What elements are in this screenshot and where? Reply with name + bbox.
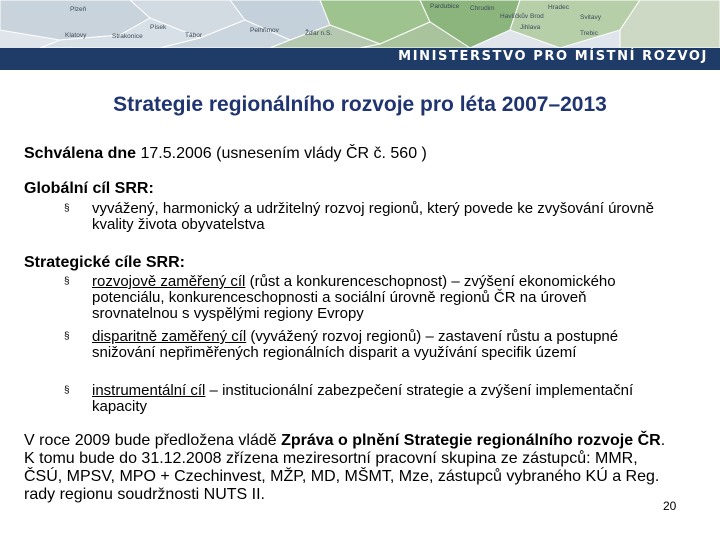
report-paragraph: [24, 432, 674, 504]
map-label: Písek: [150, 24, 167, 31]
goal-description: (růst a konkurenceschopnost) – zvýšení ekonomického potenciálu, konkurenceschopnosti a sociální úrovně regionů ČR na úroveň srovnatelnou s vyspělými regiony Evropy: [92, 273, 616, 322]
bullet-marker: §: [64, 203, 70, 214]
strategic-goal-text: [92, 329, 654, 361]
bullet-marker: §: [64, 331, 70, 342]
map-label: Trebic: [580, 30, 598, 37]
goal-term: disparitně zaměřený cíl: [92, 328, 247, 345]
strategic-goal-text: [92, 274, 654, 322]
strategic-goal-text: [92, 383, 654, 415]
goal-term: rozvojově zaměřený cíl: [92, 273, 246, 290]
map-label: Plzeň: [70, 6, 87, 13]
map-label: Svitavy: [580, 14, 601, 21]
approval-line: [24, 145, 427, 163]
map-label: Chrudim: [470, 5, 495, 12]
goal-term: instrumentální cíl: [92, 382, 206, 399]
map-label: Jihlava: [520, 24, 541, 31]
global-goal-bullet: [64, 201, 654, 237]
map-label: Pardubice: [430, 3, 460, 10]
map-label: Strakonice: [112, 33, 143, 40]
map-label: Havlíčkův Brod: [500, 13, 544, 20]
strategic-goal-item: [64, 383, 654, 419]
map-label: Hradec: [548, 4, 569, 11]
ministry-name: MINISTERSTVO PRO MÍSTNÍ ROZVOJ: [398, 49, 708, 64]
goal-description: – institucionální zabezpečení strategie a zvýšení implementační kapacity: [92, 382, 634, 415]
bullet-marker: §: [64, 385, 70, 396]
goal-description: (vyvážený rozvoj regionů) – zastavení růstu a postupné snižování nepřiměřených regionálních disparit a využívání specifik území: [92, 328, 619, 361]
report-title: Zpráva o plnění Strategie regionálního rozvoje ČR: [281, 432, 661, 449]
map-label: Tábor: [185, 32, 202, 39]
map-label: Žďár n.S.: [305, 30, 333, 37]
map-label: Klatovy: [65, 32, 87, 39]
bullet-marker: §: [64, 276, 70, 287]
report-text: V roce 2009 bude předložena vládě: [24, 432, 282, 449]
strategic-goal-item: [64, 329, 654, 379]
strategic-goal-item: [64, 274, 654, 324]
page-number: 20: [663, 499, 677, 513]
strategic-goals-heading: Strategické cíle SRR:: [24, 254, 185, 271]
global-goal-heading: Globální cíl SRR:: [24, 180, 154, 197]
map-label: Pelhřimov: [250, 27, 279, 34]
report-text: . K tomu bude do 31.12.2008 zřízena meziresortní pracovní skupina ze zástupců: MMR, ČSÚ, MPSV, MPO + Czechinvest, MŽP, MD, MŠMT, Mze, zástupců vybraného KÚ a Reg. rady regionu soudržnosti NUTS II.: [24, 432, 666, 503]
header-banner: [0, 0, 720, 70]
global-goal-text: vyvážený, harmonický a udržitelný rozvoj regionů, který povede ke zvyšování úrovně kvality života obyvatelstva: [92, 200, 654, 233]
approval-label: Schválena dne: [24, 145, 137, 162]
approval-text: 17.5.2006 (usnesením vlády ČR č. 560 ): [136, 145, 427, 162]
slide-title: Strategie regionálního rozvoje pro léta 2007–2013: [113, 93, 607, 116]
